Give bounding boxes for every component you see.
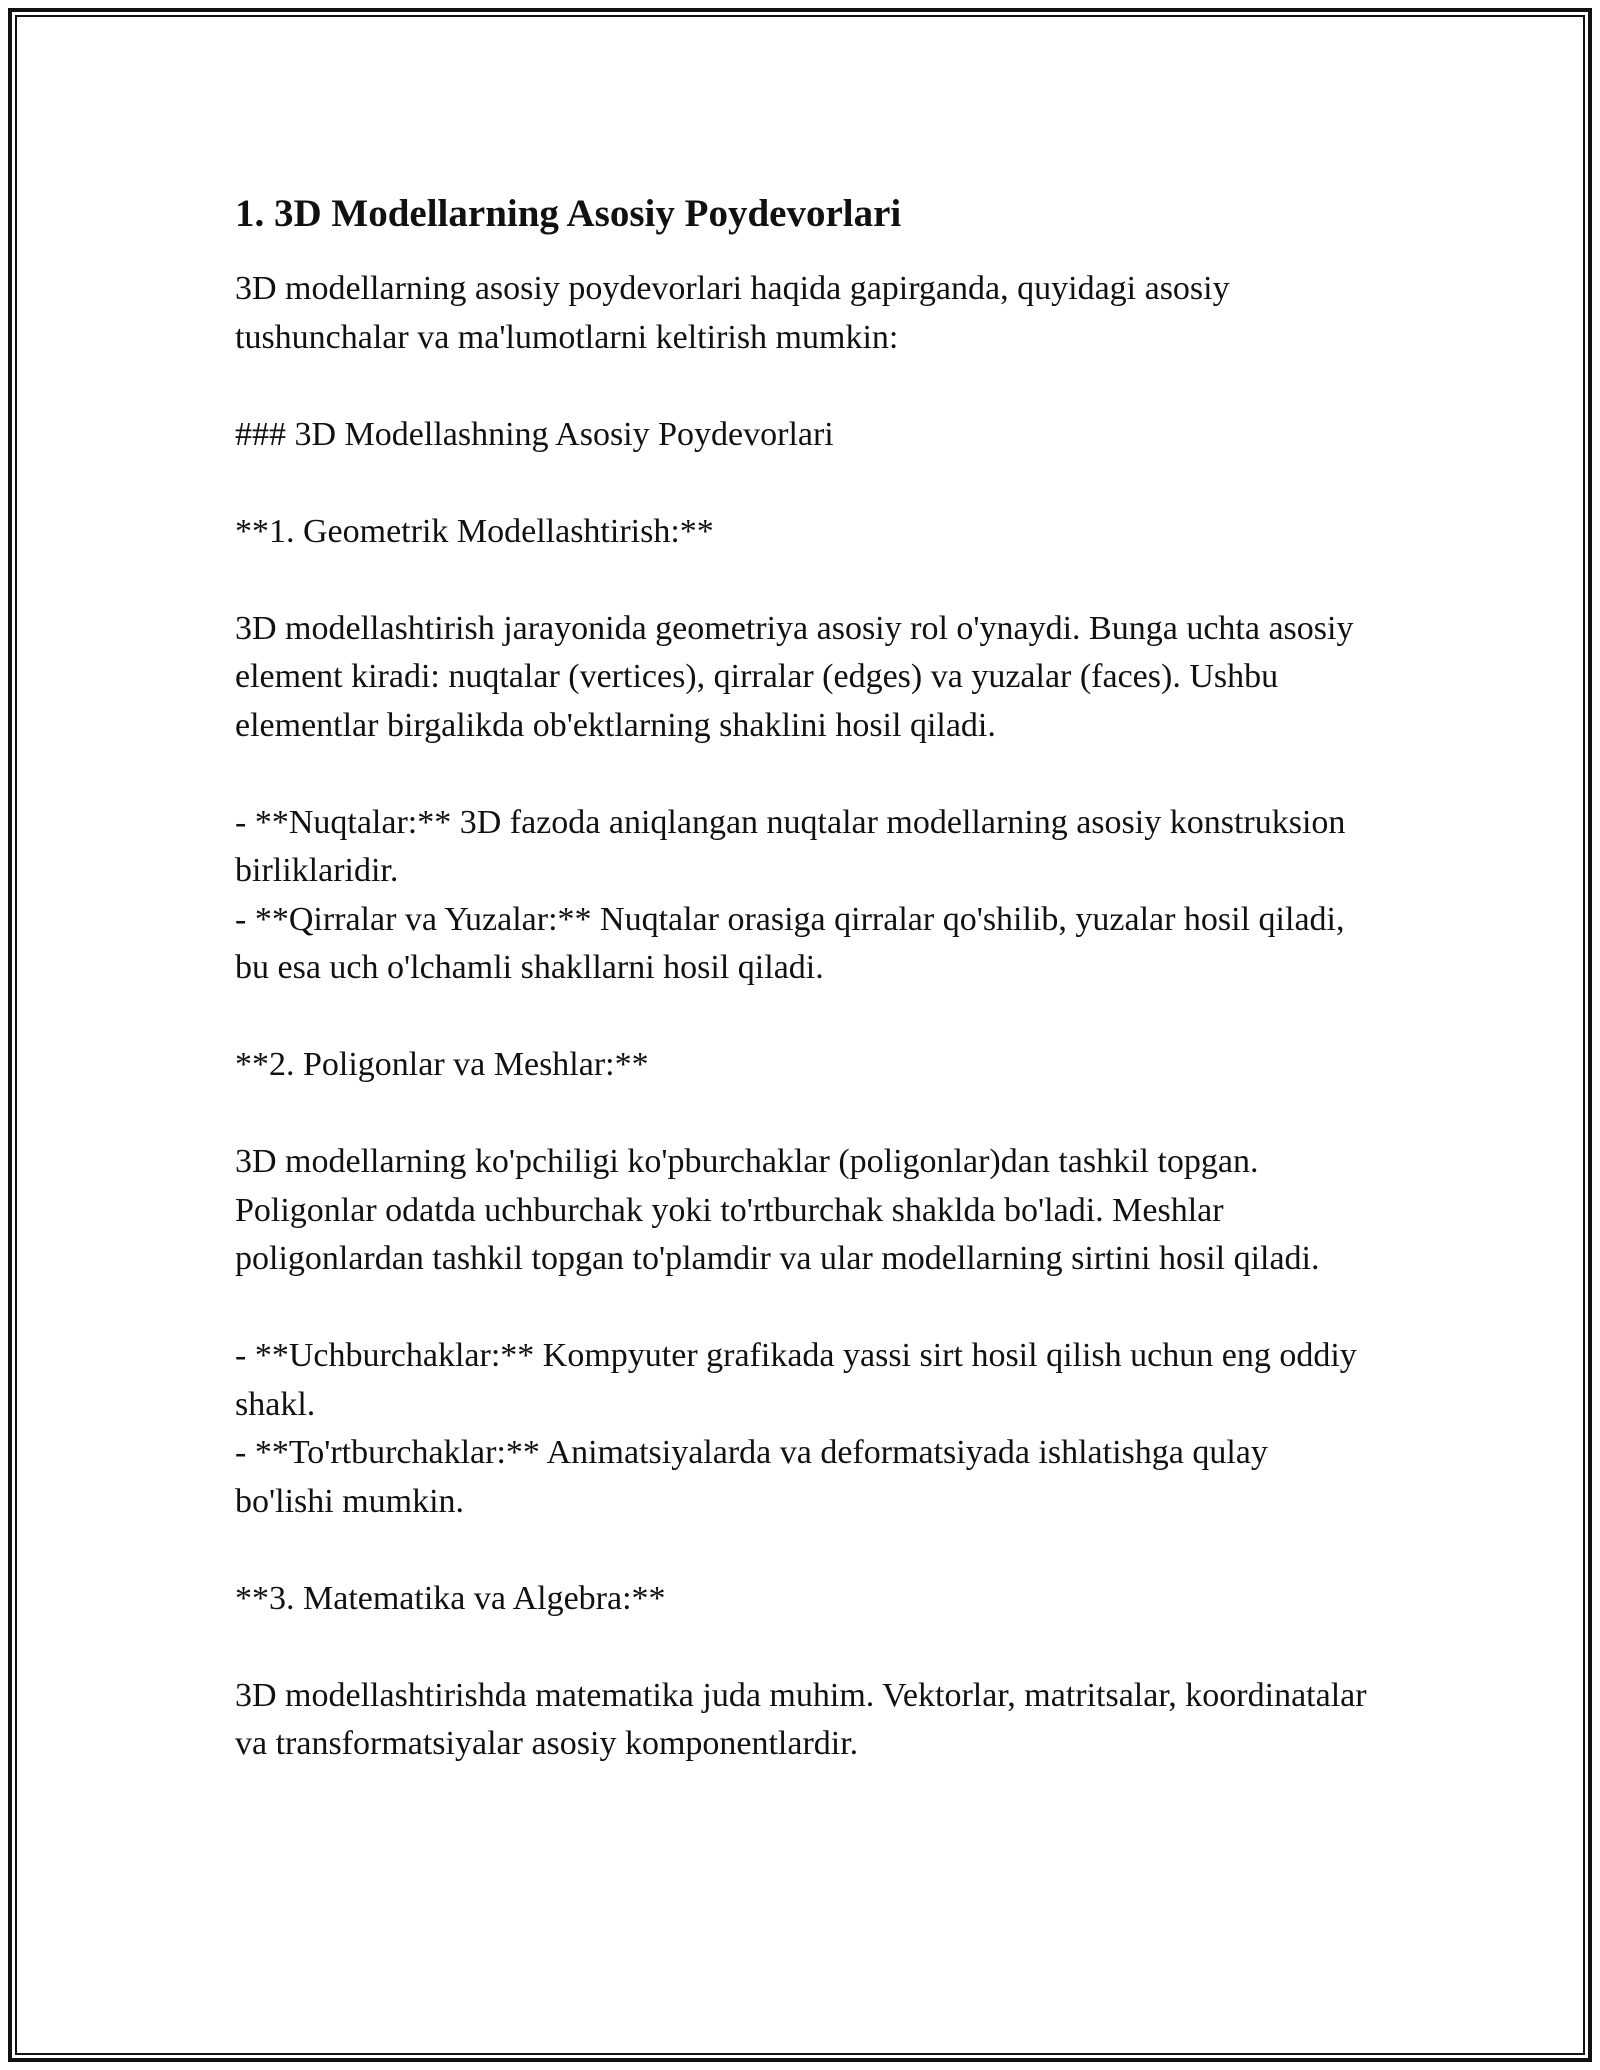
subheading-math-algebra: **3. Matematika va Algebra:** <box>235 1579 666 1617</box>
subheading-geometric-modeling: **1. Geometrik Modellashtirish:** <box>235 512 714 550</box>
bullet-vertices: - **Nuqtalar:** 3D fazoda aniqlangan nuqtalar modellarning asosiy konstruksion birliklaridir. <box>235 803 1346 889</box>
paragraph-gap <box>235 362 1375 411</box>
paragraph-gap <box>235 1623 1375 1672</box>
section-heading-markdown: ### 3D Modellashning Asosiy Poydevorlari <box>235 415 834 453</box>
paragraph-gap <box>235 1284 1375 1333</box>
paragraph-gap <box>235 459 1375 508</box>
bullet-edges-faces: - **Qirralar va Yuzalar:** Nuqtalar orasiga qirralar qo'shilib, yuzalar hosil qiladi, bu esa uch o'lchamli shakllarni hosil qiladi. <box>235 900 1345 986</box>
polygons-paragraph: 3D modellarning ko'pchiligi ko'pburchaklar (poligonlar)dan tashkil topgan. Poligonlar odatda uchburchak yoki to'rtburchak shaklda bo'ladi. Meshlar poligonlardan tashkil topgan to'plamdir va ular modellarning sirtini hosil qiladi. <box>235 1143 1320 1277</box>
paragraph-gap <box>235 556 1375 605</box>
document-title: 1. 3D Modellarning Asosiy Poydevorlari <box>235 192 902 235</box>
intro-paragraph: 3D modellarning asosiy poydevorlari haqida gapirganda, quyidagi asosiy tushunchalar va ma'lumotlarni keltirish mumkin: <box>235 270 1230 356</box>
paragraph-gap <box>235 1526 1375 1575</box>
math-paragraph: 3D modellashtirishda matematika juda muhim. Vektorlar, matritsalar, koordinatalar va transformatsiyalar asosiy komponentlardir. <box>235 1676 1367 1762</box>
paragraph-gap <box>235 750 1375 799</box>
bullet-quads: - **To'rtburchaklar:** Animatsiyalarda va deformatsiyada ishlatishga qulay bo'lishi mumkin. <box>235 1434 1268 1520</box>
bullet-triangles: - **Uchburchaklar:** Kompyuter grafikada yassi sirt hosil qilish uchun eng oddiy shakl. <box>235 1337 1357 1423</box>
document-body <box>235 185 1375 1769</box>
paragraph-gap <box>235 993 1375 1042</box>
geometry-paragraph: 3D modellashtirish jarayonida geometriya asosiy rol o'ynaydi. Bunga uchta asosiy element kiradi: nuqtalar (vertices), qirralar (edges) va yuzalar (faces). Ushbu elementlar birgalikda ob'ektlarning shaklini hosil qiladi. <box>235 609 1354 744</box>
subheading-polygons-meshes: **2. Poligonlar va Meshlar:** <box>235 1046 649 1083</box>
paragraph-gap <box>235 1090 1375 1139</box>
